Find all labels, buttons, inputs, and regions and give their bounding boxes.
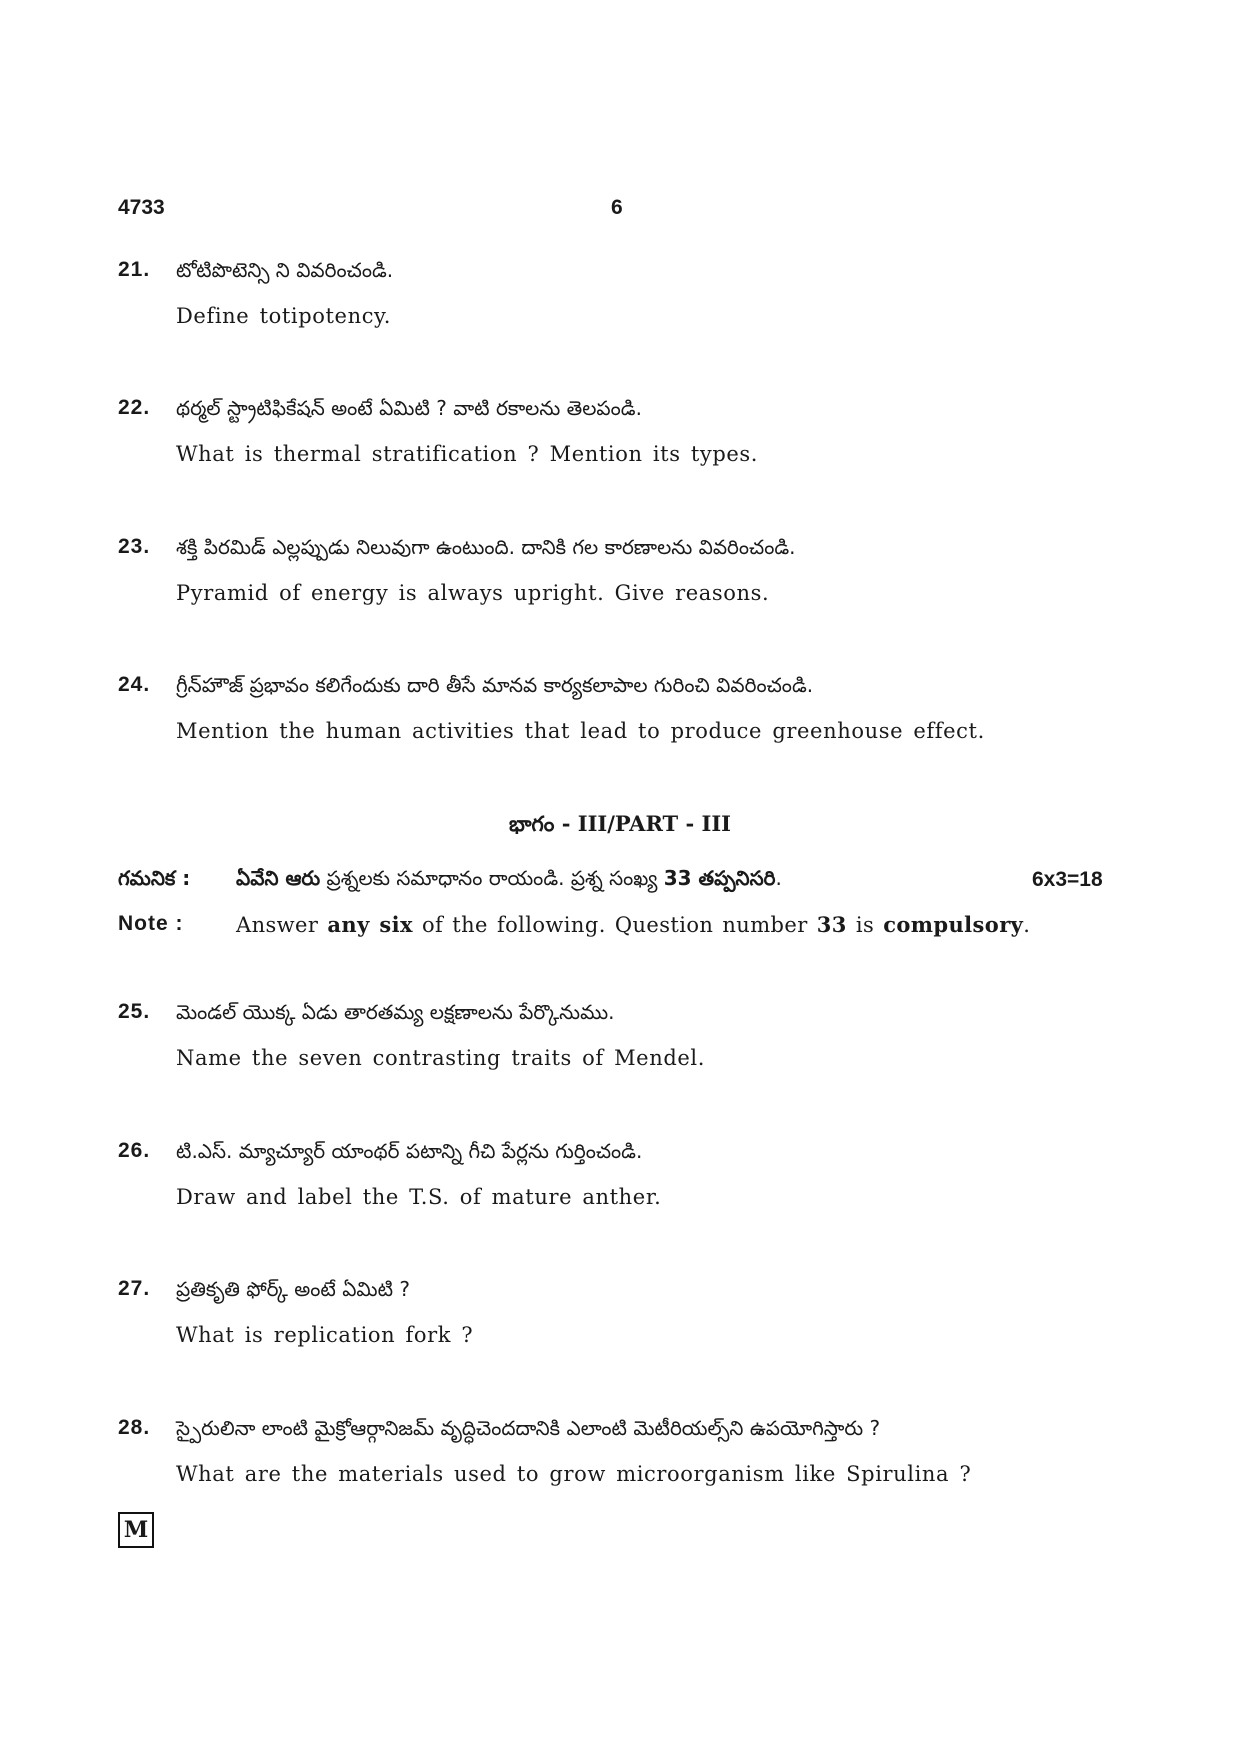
question-number: 23.: [118, 535, 151, 558]
question-number: 26.: [118, 1139, 151, 1162]
question-text-telugu: టి.ఎస్. మ్యాచ్యూర్ యాంథర్ పటాన్ని గీచి పేర్లను గుర్తించండి.: [176, 1139, 643, 1163]
question-text-english: Define totipotency.: [176, 304, 392, 328]
question-number: 25.: [118, 1000, 151, 1023]
question-text-telugu: స్పైరులినా లాంటి మైక్రోఆర్గానిజమ్ వృద్ధిచెందదానికి ఎలాంటి మెటీరియల్స్‌ని ఉపయోగిస్తారు ?: [176, 1416, 881, 1440]
note-te-emphasis: 33 తప్పనిసరి: [663, 866, 776, 890]
note-te-part: ప్రశ్నలకు సమాధానం రాయండి. ప్రశ్న సంఖ్య: [320, 866, 664, 890]
note-en-emphasis: any six: [327, 912, 413, 937]
question-text-english: Mention the human activities that lead to produce greenhouse effect.: [176, 719, 985, 743]
question-text-telugu: థర్మల్ స్ట్రాటిఫికేషన్ అంటే ఏమిటి ? వాటి రకాలను తెలపండి.: [176, 396, 642, 420]
note-en-emphasis: compulsory: [883, 912, 1024, 937]
note-text-telugu: [236, 866, 782, 895]
question-number: 27.: [118, 1277, 151, 1300]
question-text-telugu: మెండల్ యొక్క ఏడు తారతమ్య లక్షణాలను పేర్కొనుము.: [176, 1000, 615, 1024]
question-text-telugu: గ్రీన్‌హౌజ్ ప్రభావం కలిగేందుకు దారి తీసే మానవ కార్యకలాపాల గురించి వివరించండి.: [176, 673, 814, 697]
question-text-english: Name the seven contrasting traits of Mendel.: [176, 1046, 705, 1070]
note-label-telugu: గమనిక :: [118, 866, 191, 890]
question-text-english: Pyramid of energy is always upright. Give reasons.: [176, 581, 770, 605]
question-number: 28.: [118, 1416, 151, 1439]
part-title: భాగం - III/PART - III: [509, 811, 731, 836]
note-en-emphasis: 33: [816, 912, 847, 937]
question-text-telugu: టోటిపొటెన్సి ని వివరించండి.: [176, 258, 394, 282]
note-label-english: Note :: [118, 912, 184, 935]
question-text-english: Draw and label the T.S. of mature anther.: [176, 1185, 662, 1209]
question-number: 21.: [118, 258, 151, 281]
question-text-telugu: ప్రతికృతి ఫోర్క్ అంటే ఏమిటి ?: [176, 1277, 411, 1301]
page-number: 6: [611, 196, 623, 219]
note-en-part: is: [846, 913, 884, 937]
note-te-emphasis: ఏవేని ఆరు: [236, 866, 321, 890]
question-text-telugu: శక్తి పిరమిడ్ ఎల్లప్పుడు నిలువుగా ఉంటుంది. దానికి గల కారణాలను వివరించండి.: [176, 535, 796, 559]
question-text-english: What is replication fork ?: [176, 1323, 474, 1347]
note-te-part: .: [775, 866, 782, 890]
note-en-part: Answer: [236, 913, 328, 937]
question-text-english: What is thermal stratification ? Mention its types.: [176, 442, 759, 466]
marks-scheme: 6x3=18: [1032, 868, 1103, 891]
paper-code: 4733: [118, 196, 165, 219]
note-en-part: .: [1023, 913, 1031, 937]
note-text-english: [236, 912, 1030, 937]
question-number: 22.: [118, 396, 151, 419]
question-text-english: What are the materials used to grow microorganism like Spirulina ?: [176, 1462, 972, 1486]
note-en-part: of the following. Question number: [412, 913, 817, 937]
medium-mark-box: M: [118, 1512, 154, 1548]
question-number: 24.: [118, 673, 151, 696]
